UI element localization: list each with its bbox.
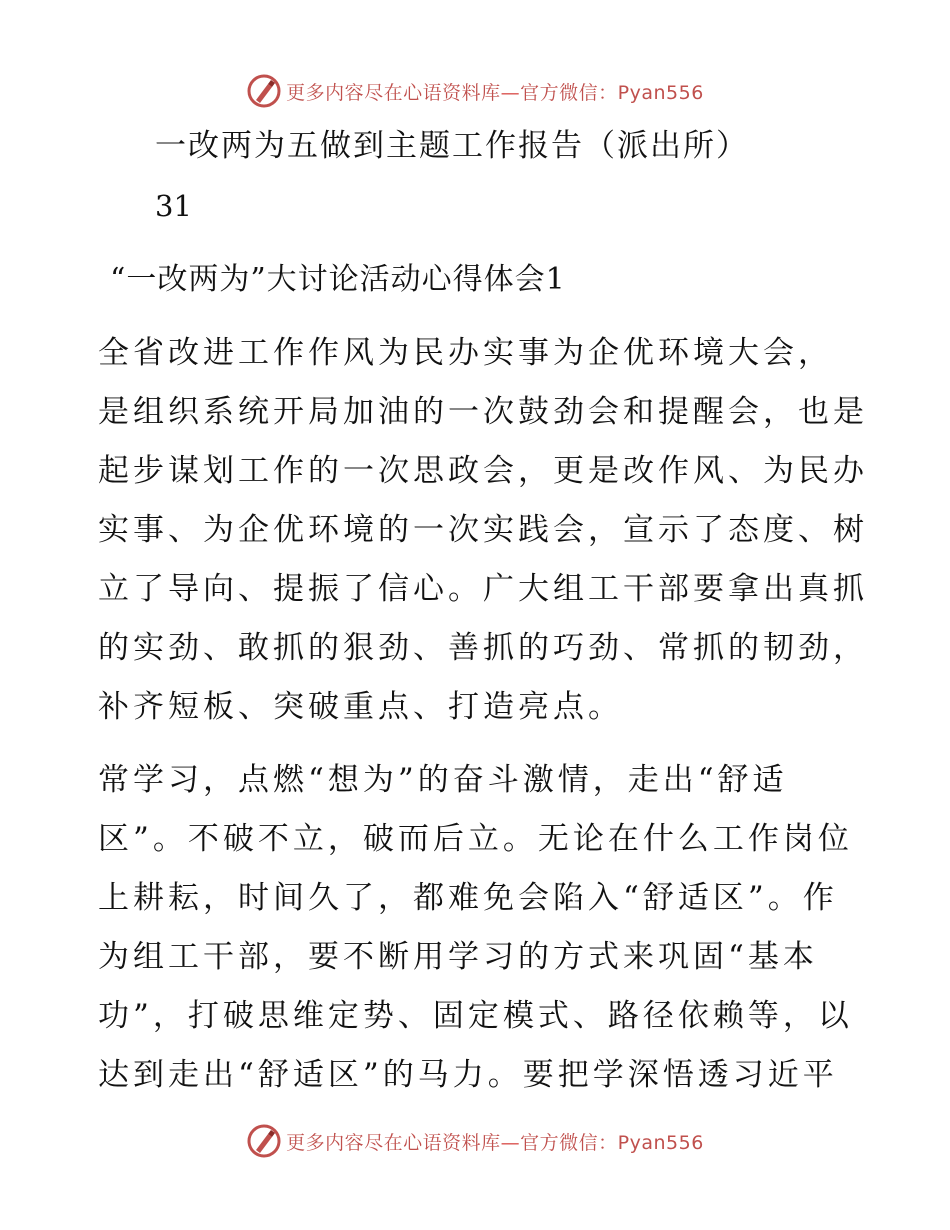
- document-subtitle: “一改两为”大讨论活动心得体会1: [110, 262, 566, 297]
- text-line: 是组织系统开局加油的一次鼓劲会和提醒会，也是: [98, 394, 868, 430]
- text-line: 区”。不破不立，破而后立。无论在什么工作岗位: [98, 821, 853, 857]
- text-line: 补齐短板、突破重点、打造亮点。: [98, 689, 623, 725]
- paragraph-2: [98, 751, 853, 1105]
- pen-logo-icon: [246, 1123, 282, 1159]
- paragraph-1: [98, 324, 868, 737]
- text-line: 的实劲、敢抓的狠劲、善抓的巧劲、常抓的韧劲，: [98, 630, 868, 666]
- document-number: 31: [155, 189, 192, 223]
- text-line: 立了导向、提振了信心。广大组工干部要拿出真抓: [98, 571, 868, 607]
- text-line: 实事、为企优环境的一次实践会，宣示了态度、树: [98, 512, 868, 548]
- watermark-text: 更多内容尽在心语资料库—官方微信：Pyan556: [286, 81, 704, 104]
- text-line: 全省改进工作作风为民办实事为企优环境大会，: [98, 335, 833, 371]
- text-line: 起步谋划工作的一次思政会，更是改作风、为民办: [98, 453, 868, 489]
- text-line: 常学习，点燃“想为”的奋斗激情，走出“舒适: [98, 762, 788, 798]
- pen-logo-icon: [246, 73, 282, 109]
- watermark-text: 更多内容尽在心语资料库—官方微信：Pyan556: [286, 1131, 704, 1154]
- document-title: 一改两为五做到主题工作报告（派出所）: [155, 128, 749, 164]
- text-line: 上耕耘，时间久了，都难免会陷入“舒适区”。作: [98, 880, 838, 916]
- text-line: 为组工干部，要不断用学习的方式来巩固“基本: [98, 939, 818, 975]
- watermark-banner-bottom: [0, 1121, 950, 1161]
- text-line: 达到走出“舒适区”的马力。要把学深悟透习近平: [98, 1057, 838, 1093]
- text-line: 功”，打破思维定势、固定模式、路径依赖等，以: [98, 998, 853, 1034]
- watermark-banner-top: [0, 71, 950, 111]
